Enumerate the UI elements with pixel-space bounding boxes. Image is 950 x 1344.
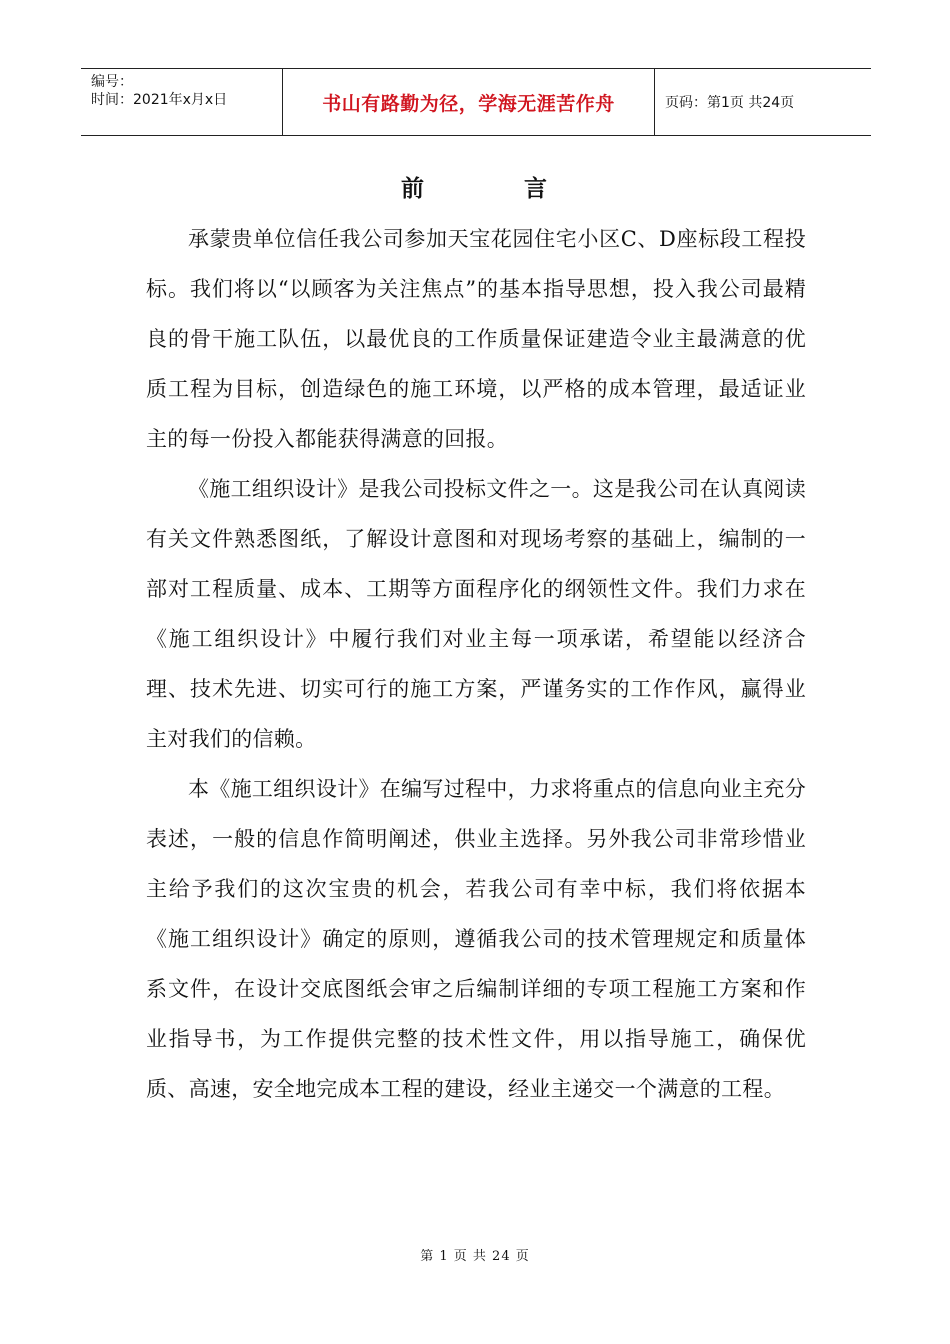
page-info: 页码：第1页 共24页 <box>665 95 795 111</box>
body-text <box>146 214 806 1114</box>
header-meta <box>81 69 283 135</box>
title-char-1: 前 <box>401 176 426 202</box>
page-title <box>0 170 950 203</box>
header-page-info-cell <box>655 69 871 135</box>
motto-text: 书山有路勤为径，学海无涯苦作舟 <box>322 92 615 115</box>
document-header <box>81 68 871 136</box>
header-motto-cell <box>283 69 655 135</box>
paragraph-2: 《施工组织设计》是我公司投标文件之一。这是我公司在认真阅读有关文件熟悉图纸，了解设计意图和对现场考察的基础上，编制的一部对工程质量、成本、工期等方面程序化的纲领性文件。我们力求在《施工组织设计》中履行我们对业主每一项承诺，希望能以经济合理、技术先进、切实可行的施工方案，严谨务实的工作作风，赢得业主对我们的信赖。 <box>146 477 806 751</box>
paragraph-1: 承蒙贵单位信任我公司参加天宝花园住宅小区C、D座标段工程投标。我们将以“以顾客为关注焦点”的基本指导思想，投入我公司最精良的骨干施工队伍，以最优良的工作质量保证建造令业主最满意的优质工程为目标，创造绿色的施工环境，以严格的成本管理，最适证业主的每一份投入都能获得满意的回报。 <box>146 227 806 451</box>
page-footer: 第 1 页 共 24 页 <box>420 1249 530 1264</box>
number-label: 编号： <box>91 74 133 90</box>
title-char-2: 言 <box>524 176 549 202</box>
paragraph-3: 本《施工组织设计》在编写过程中，力求将重点的信息向业主充分表述，一般的信息作简明阐述，供业主选择。另外我公司非常珍惜业主给予我们的这次宝贵的机会，若我公司有幸中标，我们将依据本《施工组织设计》确定的原则，遵循我公司的技术管理规定和质量体系文件，在设计交底图纸会审之后编制详细的专项工程施工方案和作业指导书，为工作提供完整的技术性文件，用以指导施工，确保优质、高速，安全地完成本工程的建设，经业主递交一个满意的工程。 <box>146 777 806 1101</box>
time-label: 时间：2021年x月x日 <box>91 92 228 108</box>
